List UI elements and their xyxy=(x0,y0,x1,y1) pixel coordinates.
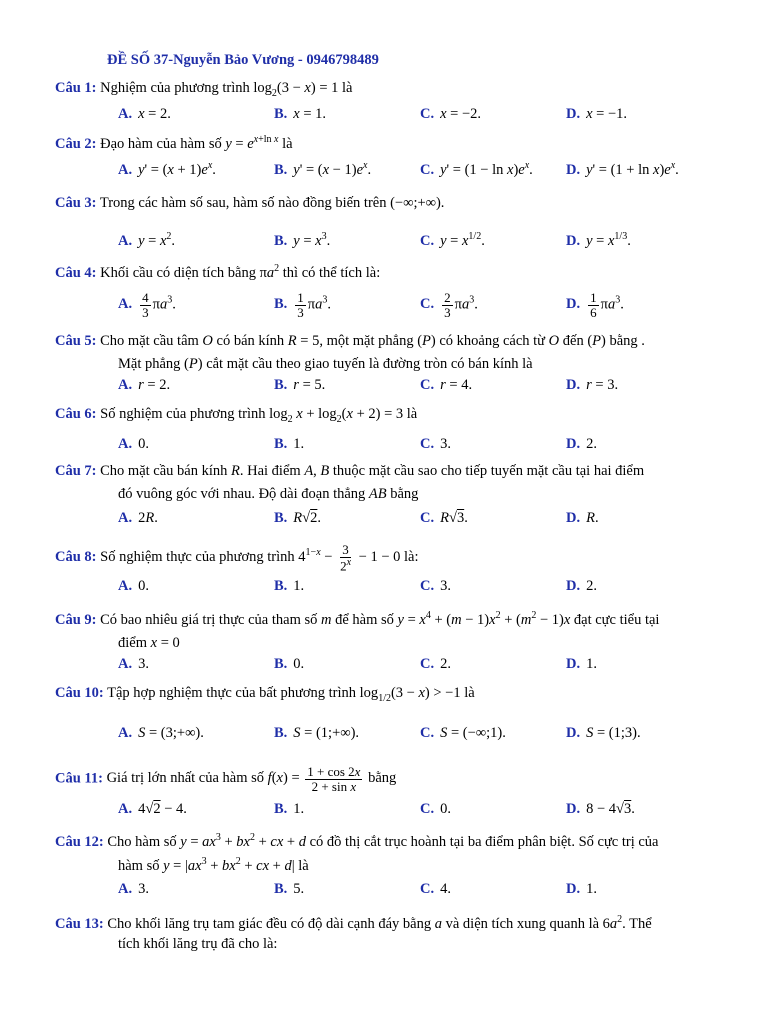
option-c[interactable]: C. 3. xyxy=(420,578,451,594)
option-c[interactable]: C. $y = x^{1/2}$. xyxy=(420,231,485,249)
option-d[interactable]: D. R. xyxy=(566,510,599,526)
option-c[interactable]: C. 3. xyxy=(420,436,451,452)
option-c[interactable]: C. 4. xyxy=(420,881,451,897)
question-1 xyxy=(55,80,352,99)
option-label: D. xyxy=(566,578,581,594)
option-label: A. xyxy=(118,436,133,452)
option-label: B. xyxy=(274,377,288,393)
question-label: Câu 12: xyxy=(55,833,104,850)
option-d[interactable]: D. $\frac{1}{6}$ $\pi a^3$. xyxy=(566,290,624,320)
option-label: C. xyxy=(420,801,435,817)
option-b[interactable]: B. $\frac{1}{3}$ $\pi a^3$. xyxy=(274,290,331,320)
question-text: Có bao nhiêu giá trị thực của tham số m để hàm số $y = x^4 + (m - 1)x^2 + (m^2 - 1)x$ đạt cực tiểu tại xyxy=(100,610,660,628)
option-label: B. xyxy=(274,801,288,817)
question-label: Câu 9: xyxy=(55,611,97,628)
option-label: D. xyxy=(566,656,581,672)
question-text: Cho mặt cầu bán kính R. Hai điểm A, B thuộc mặt cầu sao cho tiếp tuyến mặt cầu tại hai điểm xyxy=(100,463,645,479)
option-label: C. xyxy=(420,656,435,672)
question-label: Câu 3: xyxy=(55,195,97,211)
question-text: Số nghiệm thực của phương trình $4^{1-x}$ − $\frac{3}{2^x}$ − 1 − 0 là: xyxy=(100,542,419,573)
option-a[interactable]: A. r = 2. xyxy=(118,377,171,393)
question-text: Khối cầu có diện tích bằng $\pi a^2$ thì có thể tích là: xyxy=(100,263,381,281)
option-label: C. xyxy=(420,578,435,594)
question-label: Câu 13: xyxy=(55,915,104,932)
option-a[interactable]: A. x = 2. xyxy=(118,106,171,122)
question-13 xyxy=(55,914,652,933)
question-13-line-2: tích khối lăng trụ đã cho là: xyxy=(118,936,278,952)
question-label: Câu 4: xyxy=(55,264,97,281)
option-label: B. xyxy=(274,578,288,594)
option-label: A. xyxy=(118,725,133,741)
question-text: Cho mặt cầu tâm O có bán kính R = 5, một mặt phẳng (P) có khoảng cách từ O đến (P) bằng . xyxy=(100,333,645,349)
option-label: A. xyxy=(118,881,133,897)
question-5-line-2: Mặt phẳng (P) cắt mặt cầu theo giao tuyến là đường tròn có bán kính là xyxy=(118,356,533,372)
question-text: Trong các hàm số sau, hàm số nào đồng biến trên (−∞;+∞). xyxy=(99,195,445,211)
option-c[interactable]: C. 2. xyxy=(420,656,451,672)
option-a[interactable]: A. 4√2 − 4. xyxy=(118,801,187,817)
question-10 xyxy=(55,685,475,704)
question-text: Cho hàm số $y = ax^3 + bx^2$ + cx + d có đồ thị cắt trục hoành tại ba điểm phân biệt. Số cực trị của xyxy=(107,832,659,850)
question-text: Tập hợp nghiệm thực của bất phương trình $\log_{1/2}(3 - x) > -1$ là xyxy=(107,685,475,704)
option-d[interactable]: D. 2. xyxy=(566,578,597,594)
option-c[interactable]: C. 0. xyxy=(420,801,451,817)
option-label: B. xyxy=(274,232,288,249)
option-label: B. xyxy=(274,161,288,178)
option-label: C. xyxy=(420,296,435,313)
option-label: C. xyxy=(420,881,435,897)
option-label: A. xyxy=(118,510,133,526)
option-label: D. xyxy=(566,510,581,526)
question-12 xyxy=(55,832,659,851)
option-label: A. xyxy=(118,377,133,393)
question-7-line-2: đó vuông góc với nhau. Độ dài đoạn thẳng AB bằng xyxy=(118,486,419,502)
option-label: D. xyxy=(566,725,581,741)
option-label: D. xyxy=(566,436,581,452)
option-c[interactable]: C. $\frac{2}{3}$ $\pi a^3$. xyxy=(420,290,478,320)
option-b[interactable]: B. 1. xyxy=(274,436,305,452)
option-label: B. xyxy=(274,881,288,897)
question-9-line-2: điểm x = 0 xyxy=(118,635,180,651)
option-label: A. xyxy=(118,161,133,178)
option-d[interactable]: D. S = (1;3). xyxy=(566,725,641,741)
option-label: D. xyxy=(566,161,581,178)
option-label: C. xyxy=(420,161,435,178)
option-a[interactable]: A. 0. xyxy=(118,436,149,452)
option-label: D. xyxy=(566,232,581,249)
option-label: A. xyxy=(118,232,133,249)
option-label: D. xyxy=(566,801,581,817)
option-b[interactable]: B. 0. xyxy=(274,656,305,672)
option-label: A. xyxy=(118,801,133,817)
question-3 xyxy=(55,195,444,212)
option-label: B. xyxy=(274,510,288,526)
question-text: Nghiệm của phương trình $\log_2(3 - x) = 1$ là xyxy=(100,80,353,99)
option-b[interactable]: B. 1. xyxy=(274,801,305,817)
question-label: Câu 11: xyxy=(55,770,103,787)
question-9 xyxy=(55,610,659,629)
option-label: B. xyxy=(274,436,288,452)
option-d[interactable]: D. $y = x^{1/3}$. xyxy=(566,231,631,249)
question-6 xyxy=(55,406,417,425)
option-b[interactable]: B. R√2. xyxy=(274,510,321,526)
option-label: D. xyxy=(566,881,581,897)
page-title: ĐỀ SỐ 37-Nguyễn Bảo Vương - 0946798489 xyxy=(107,52,379,68)
option-a[interactable]: A. $y' = (x + 1)e^x$. xyxy=(118,160,216,178)
question-label: Câu 6: xyxy=(55,406,97,422)
option-d[interactable]: D. x = −1. xyxy=(566,106,628,122)
question-4 xyxy=(55,263,380,282)
question-5 xyxy=(55,333,645,350)
option-b[interactable]: B. $y = x^3$. xyxy=(274,231,331,249)
option-label: B. xyxy=(274,106,288,122)
option-d[interactable]: D. 2. xyxy=(566,436,597,452)
option-label: A. xyxy=(118,578,133,594)
question-label: Câu 5: xyxy=(55,333,97,349)
option-label: C. xyxy=(420,436,435,452)
option-label: D. xyxy=(566,296,581,313)
option-b[interactable]: B. r = 5. xyxy=(274,377,326,393)
option-b[interactable]: B. 1. xyxy=(274,578,305,594)
option-label: A. xyxy=(118,296,133,313)
option-d[interactable]: D. r = 3. xyxy=(566,377,619,393)
option-label: B. xyxy=(274,296,288,313)
question-text: Giá trị lớn nhất của hàm số f(x) = $\frac{1 + \cos 2x}{\text{2 + sin x}}$ bằng xyxy=(106,764,397,794)
option-c[interactable]: C. R√3. xyxy=(420,510,468,526)
option-label: B. xyxy=(274,725,288,741)
option-a[interactable]: A. 2R. xyxy=(118,510,158,526)
option-b[interactable]: B. S = (1;+∞). xyxy=(274,725,360,741)
option-c[interactable]: C. $y' = (1 - \ln x)e^x$. xyxy=(420,160,533,178)
question-text: Đạo hàm của hàm số $y = e^{x+ln x}$ là xyxy=(100,134,293,152)
option-label: C. xyxy=(420,106,435,122)
question-label: Câu 8: xyxy=(55,549,97,566)
option-a[interactable]: A. $\frac{4}{3}$ $\pi a^3$. xyxy=(118,290,176,320)
option-label: C. xyxy=(420,510,435,526)
option-a[interactable]: A. 3. xyxy=(118,656,149,672)
question-label: Câu 1: xyxy=(55,80,97,96)
question-label: Câu 2: xyxy=(55,135,97,152)
option-d[interactable]: D. 8 − 4√3. xyxy=(566,801,635,817)
option-label: C. xyxy=(420,725,435,741)
option-label: A. xyxy=(118,656,133,672)
option-c[interactable]: C. x = −2. xyxy=(420,106,482,122)
option-b[interactable]: B. x = 1. xyxy=(274,106,327,122)
option-label: A. xyxy=(118,106,133,122)
question-12-line-2: hàm số $y = |ax^3 + bx^2$ + cx + d| là xyxy=(118,856,309,874)
option-label: D. xyxy=(566,377,581,393)
option-label: B. xyxy=(274,656,288,672)
option-b[interactable]: B. $y' = (x - 1)e^x$. xyxy=(274,160,372,178)
question-label: Câu 7: xyxy=(55,463,97,479)
question-label: Câu 10: xyxy=(55,685,104,701)
option-b[interactable]: B. 5. xyxy=(274,881,305,897)
question-7 xyxy=(55,463,644,480)
question-11 xyxy=(55,765,396,793)
option-a[interactable]: A. $y = x^2$. xyxy=(118,231,176,249)
option-label: C. xyxy=(420,377,435,393)
option-a[interactable]: A. 3. xyxy=(118,881,149,897)
option-label: C. xyxy=(420,232,435,249)
option-a[interactable]: A. S = (3;+∞). xyxy=(118,725,204,741)
option-c[interactable]: C. S = (−∞;1). xyxy=(420,725,506,741)
question-2 xyxy=(55,134,293,153)
option-label: D. xyxy=(566,106,581,122)
option-d[interactable]: D. 1. xyxy=(566,656,597,672)
question-text: Số nghiệm của phương trình $\log_2 x + \log_2(x + 2) = 3$ là xyxy=(100,406,418,425)
option-a[interactable]: A. 0. xyxy=(118,578,149,594)
question-text: Cho khối lăng trụ tam giác đều có độ dài cạnh đáy bằng a và diện tích xung quanh là $6a^2$. Thể xyxy=(107,914,652,932)
option-c[interactable]: C. r = 4. xyxy=(420,377,473,393)
option-d[interactable]: D. $y' = (1 + \ln x)e^x$. xyxy=(566,160,679,178)
option-d[interactable]: D. 1. xyxy=(566,881,597,897)
question-8 xyxy=(55,543,419,573)
